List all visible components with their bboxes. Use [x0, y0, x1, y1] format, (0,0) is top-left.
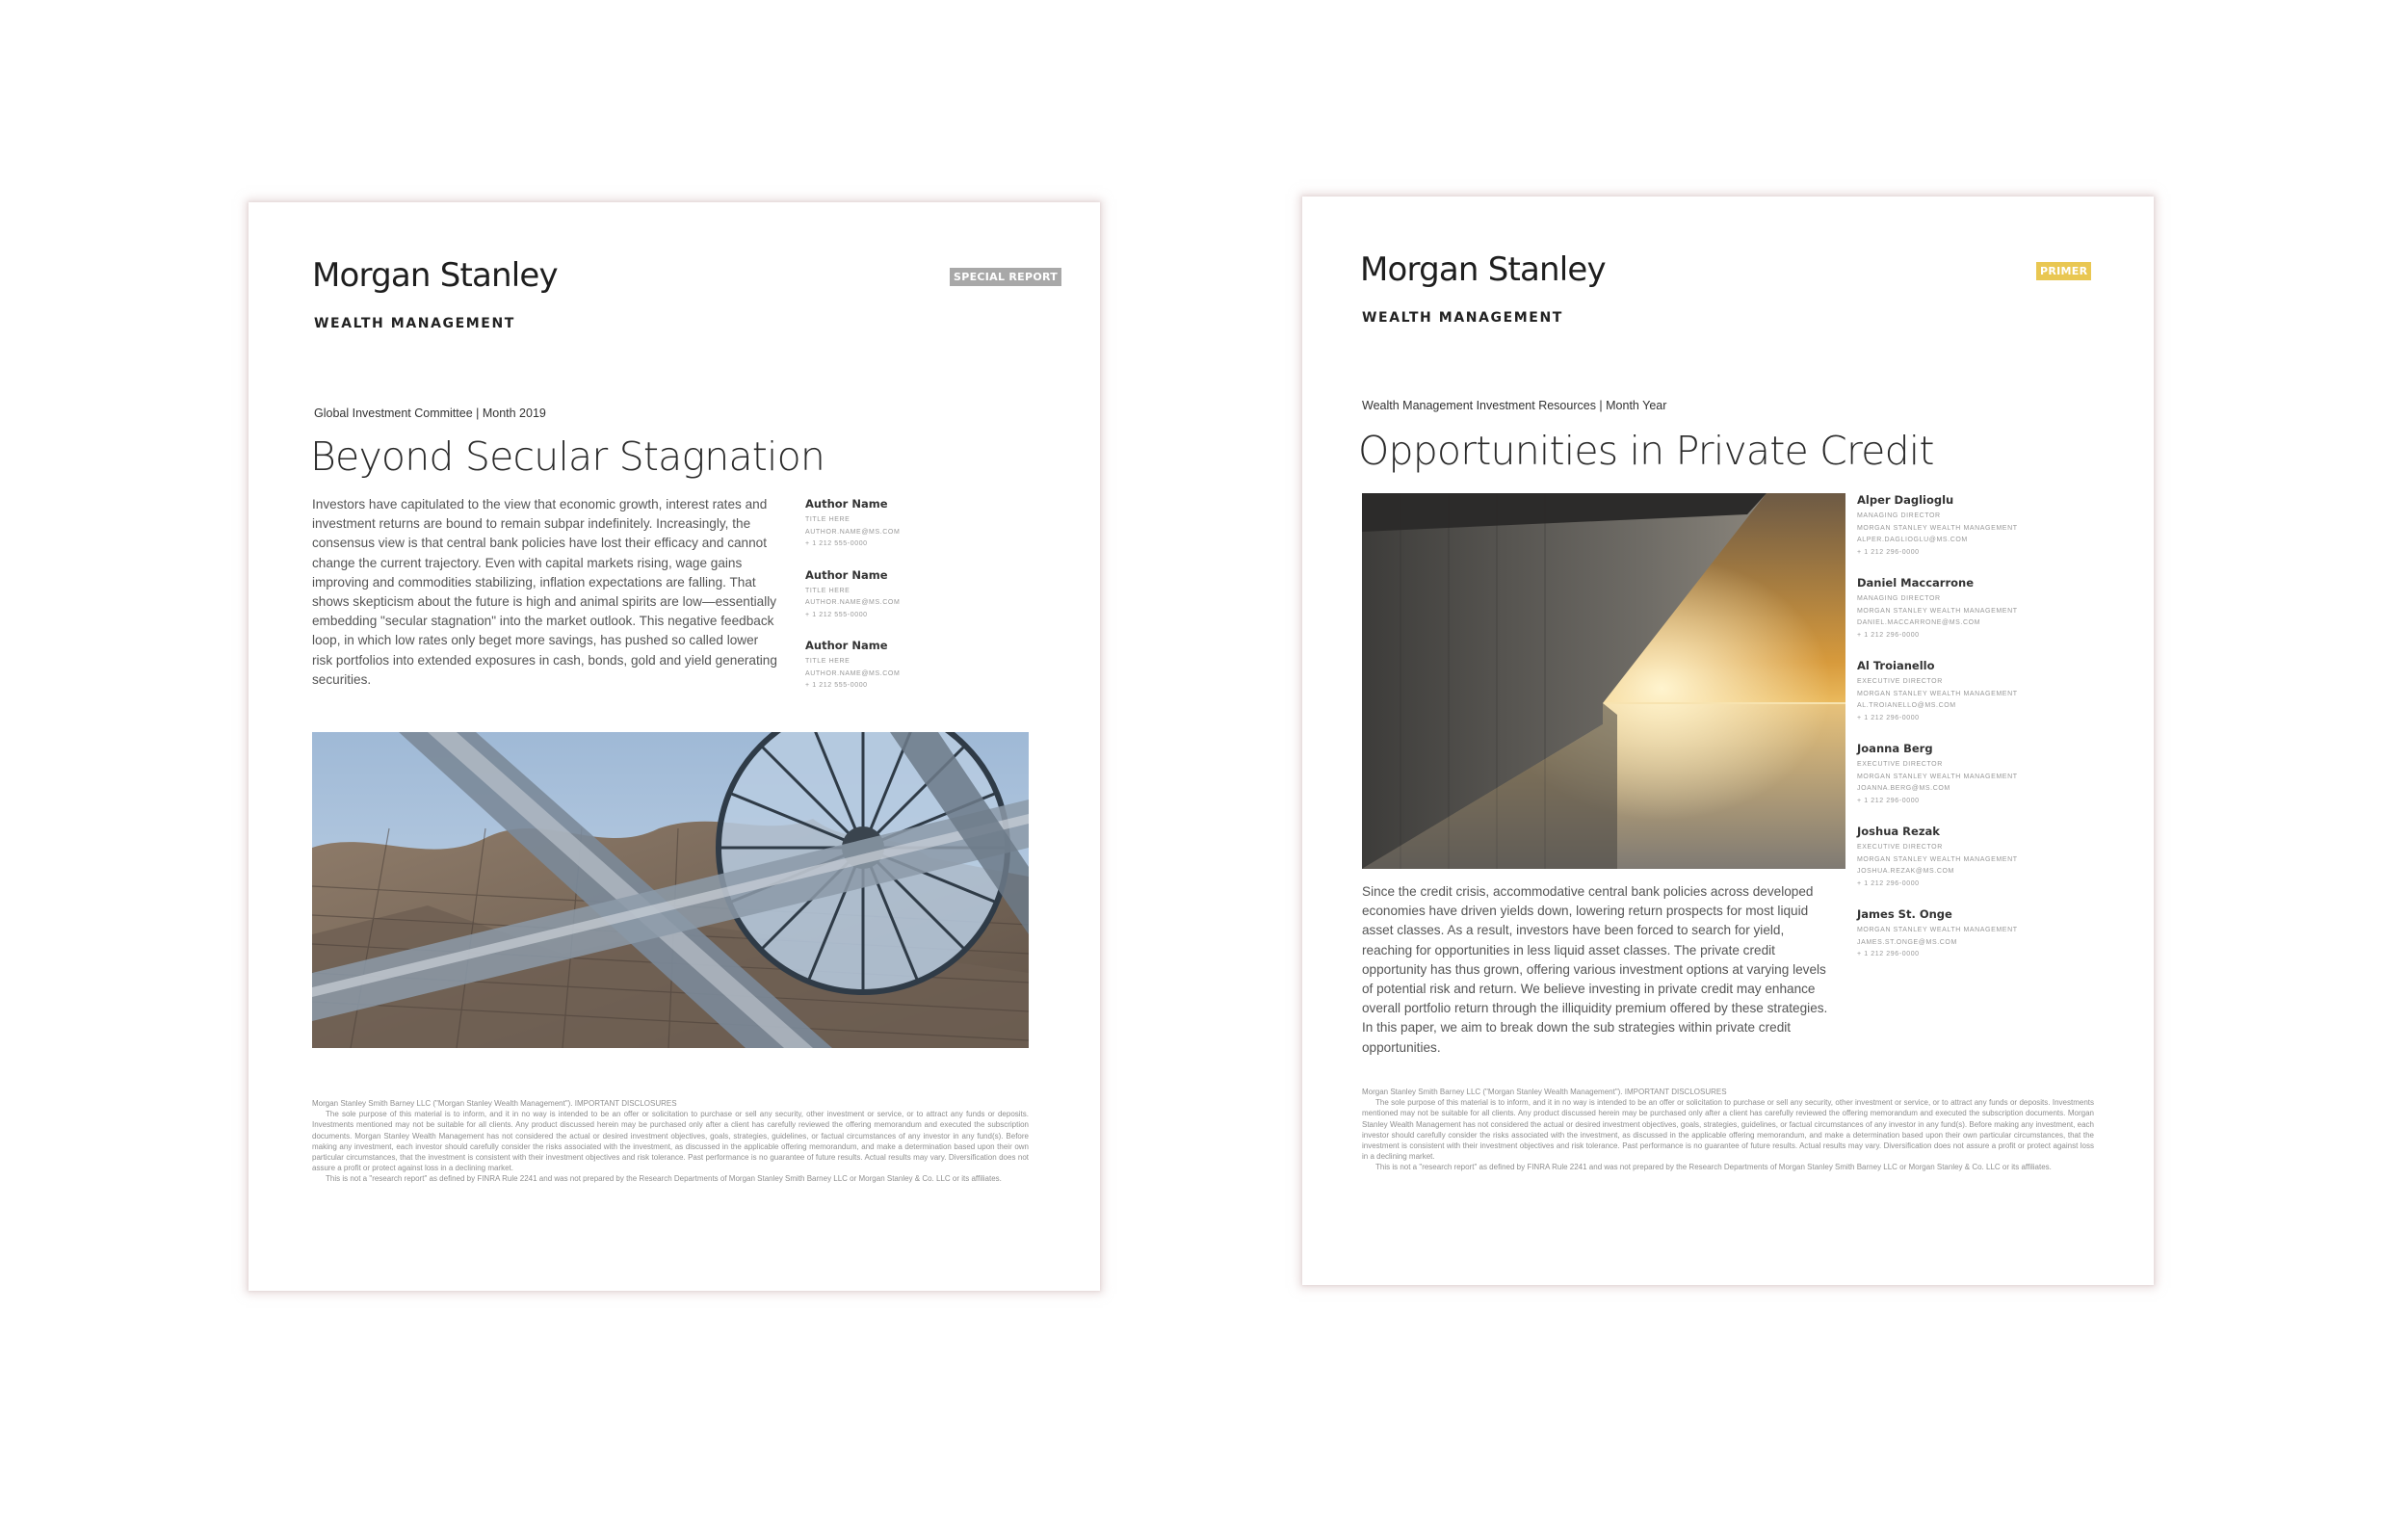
author-phone: + 1 212 296-0000: [1857, 548, 1920, 556]
disclosure-heading: Morgan Stanley Smith Barney LLC ("Morgan Stanley Wealth Management"). IMPORTANT DISCLOSURES: [312, 1099, 677, 1108]
disclosures-text: [1362, 1087, 2094, 1231]
disclosures-text: [312, 1098, 1029, 1243]
disclosure-research-note: This is not a "research report" as defined by FINRA Rule 2241 and was not prepared by the Research Departments of Morgan Stanley Smith Barney LLC or Morgan Stanley & Co. LLC or its affiliates.: [1375, 1163, 2052, 1172]
author-name: Author Name: [805, 639, 888, 652]
document-special-report: [249, 202, 1100, 1291]
author-title: MANAGING DIRECTOR: [1857, 595, 1941, 602]
morgan-stanley-logo: Morgan Stanley: [312, 256, 558, 295]
document-title: Opportunities in Private Credit: [1358, 428, 1934, 474]
author-phone: + 1 212 296-0000: [1857, 951, 1920, 957]
disclosure-paragraph: The sole purpose of this material is to inform, and it in no way is intended to be an offer or solicitation to purchase or sell any security, other investment or service, or to attract any funds or deposits. Investments mentioned may not be suitable for all clients. Any product discussed herein may be purchased only after a client has carefully reviewed the offering memorandum and executed the subscription documents. Morgan Stanley Wealth Management has not considered the actual or desired investment objectives, goals, strategies, guidelines, or factual circumstances of any investor in any fund(s). Before making any investment, each investor should carefully consider the risks associated with the investment, as discussed in the applicable offering memorandum, and make a determination based upon their own particular circumstances, that the investment is consistent with their investment objectives and risk tolerance. Past performance is no guarantee of future results. Actual results may vary. Diversification does not assure a profit or protect against loss in a declining market.: [312, 1110, 1029, 1173]
author-phone: + 1 212 555-0000: [805, 540, 868, 547]
author-entry: [1857, 493, 2059, 559]
author-title: EXECUTIVE DIRECTOR: [1857, 761, 1943, 768]
author-name: Daniel Maccarrone: [1857, 576, 1975, 590]
kicker-line: Wealth Management Investment Resources | Month Year: [1362, 399, 1667, 412]
document-title: Beyond Secular Stagnation: [310, 433, 825, 480]
author-entry: [1857, 742, 2059, 807]
author-email: AL.TROIANELLO@MS.COM: [1857, 702, 1956, 709]
disclosure-heading: Morgan Stanley Smith Barney LLC ("Morgan Stanley Wealth Management"). IMPORTANT DISCLOSURES: [1362, 1088, 1727, 1096]
disclosure-paragraph: The sole purpose of this material is to inform, and it in no way is intended to be an offer or solicitation to purchase or sell any security, other investment or service, or to attract any funds or deposits. Investments mentioned may not be suitable for all clients. Any product discussed herein may be purchased only after a client has carefully reviewed the offering memorandum and executed the subscription documents. Morgan Stanley Wealth Management has not considered the actual or desired investment objectives, goals, strategies, guidelines, or factual circumstances of any investor in any fund(s). Before making any investment, each investor should carefully consider the risks associated with the investment, as discussed in the applicable offering memorandum, and make a determination based upon their own particular circumstances, that the investment is consistent with their investment objectives and risk tolerance. Past performance is no guarantee of future results. Actual results may vary. Diversification does not assure a profit or protect against loss in a declining market.: [1362, 1098, 2094, 1162]
author-email: DANIEL.MACCARRONE@MS.COM: [1857, 619, 1981, 626]
author-company: MORGAN STANLEY WEALTH MANAGEMENT: [1857, 927, 2018, 933]
special-report-badge: SPECIAL REPORT: [950, 268, 1061, 286]
author-name: Alper Daglioglu: [1857, 493, 1954, 507]
author-email: JOSHUA.REZAK@MS.COM: [1857, 868, 1954, 875]
primer-badge: PRIMER: [2036, 262, 2091, 280]
author-company: MORGAN STANLEY WEALTH MANAGEMENT: [1857, 524, 2018, 532]
author-email: JAMES.ST.ONGE@MS.COM: [1857, 938, 1957, 946]
disclosure-research-note: This is not a "research report" as defined by FINRA Rule 2241 and was not prepared by the Research Departments of Morgan Stanley Smith Barney LLC or Morgan Stanley & Co. LLC or its affiliates.: [326, 1174, 1002, 1184]
author-entry: [1857, 576, 2059, 642]
author-entry: [805, 568, 950, 622]
sunset-wall-photo: [1362, 493, 1845, 869]
author-company: MORGAN STANLEY WEALTH MANAGEMENT: [1857, 690, 2018, 697]
author-name: Author Name: [805, 567, 888, 582]
author-entry: [1857, 659, 2059, 724]
author-title: MANAGING DIRECTOR: [1857, 512, 1941, 519]
author-company: MORGAN STANLEY WEALTH MANAGEMENT: [1857, 607, 2018, 615]
author-title: TITLE HERE: [805, 516, 851, 523]
author-title: EXECUTIVE DIRECTOR: [1857, 844, 1943, 851]
author-name: Joanna Berg: [1857, 742, 1933, 755]
author-company: MORGAN STANLEY WEALTH MANAGEMENT: [1857, 773, 2018, 780]
author-title: TITLE HERE: [805, 658, 851, 665]
author-email: AUTHOR.NAME@MS.COM: [805, 599, 901, 606]
author-entry: [1857, 825, 2059, 890]
author-name: Joshua Rezak: [1857, 825, 1940, 838]
author-entry: [1857, 907, 2059, 961]
author-phone: + 1 212 555-0000: [805, 682, 868, 689]
document-primer: [1302, 197, 2154, 1285]
author-name: Author Name: [805, 497, 888, 511]
author-entry: [805, 497, 950, 551]
author-phone: + 1 212 296-0000: [1857, 714, 1920, 721]
morgan-stanley-logo: Morgan Stanley: [1360, 250, 1606, 289]
intro-paragraph: Investors have capitulated to the view that economic growth, interest rates and investment returns are bound to remain subpar indefinitely. Increasingly, the consensus view is that central bank policies have lost their efficacy and cannot change the current trajectory. Even with capital markets rising, wage gains improving and commodities stabilizing, inflation expectations are falling. That shows skepticism about the future is high and animal spirits are low—essentially embedding "secular stagnation" into the market outlook. This negative feedback loop, in which low rates only beget more savings, has pushed so called lower risk portfolios into extended exposures in cash, bonds, gold and yield generating securities.: [312, 497, 777, 687]
author-name: Al Troianello: [1857, 659, 1935, 672]
author-list: [805, 497, 950, 710]
author-email: AUTHOR.NAME@MS.COM: [805, 528, 901, 536]
author-list: [1857, 493, 2059, 979]
author-phone: + 1 212 296-0000: [1857, 879, 1920, 887]
author-title: EXECUTIVE DIRECTOR: [1857, 678, 1943, 685]
author-email: AUTHOR.NAME@MS.COM: [805, 669, 901, 677]
author-title: TITLE HERE: [805, 587, 851, 594]
author-name: James St. Onge: [1857, 907, 1952, 921]
division-label: WEALTH MANAGEMENT: [1362, 310, 1563, 326]
kicker-line: Global Investment Committee | Month 2019: [314, 406, 546, 420]
intro-paragraph: Since the credit crisis, accommodative central bank policies across developed economies have driven yields down, lowering return prospects for most liquid asset classes. As a result, investors have been forced to search for yield, reaching for opportunities in less liquid asset classes. The private credit opportunity has thus grown, offering various investment options at varying levels of potential risk and return. We believe investing in private credit may enhance overall portfolio return through the illiquidity premium offered by these strategies. In this paper, we aim to break down the sub strategies within private credit opportunities.: [1362, 884, 1828, 1055]
author-phone: + 1 212 296-0000: [1857, 797, 1920, 804]
author-phone: + 1 212 296-0000: [1857, 631, 1920, 639]
author-email: JOANNA.BERG@MS.COM: [1857, 785, 1950, 792]
author-entry: [805, 639, 950, 693]
author-company: MORGAN STANLEY WEALTH MANAGEMENT: [1857, 855, 2018, 863]
author-email: ALPER.DAGLIOGLU@MS.COM: [1857, 537, 1968, 543]
author-phone: + 1 212 555-0000: [805, 611, 868, 618]
division-label: WEALTH MANAGEMENT: [314, 316, 515, 331]
architecture-photo: [312, 732, 1029, 1048]
